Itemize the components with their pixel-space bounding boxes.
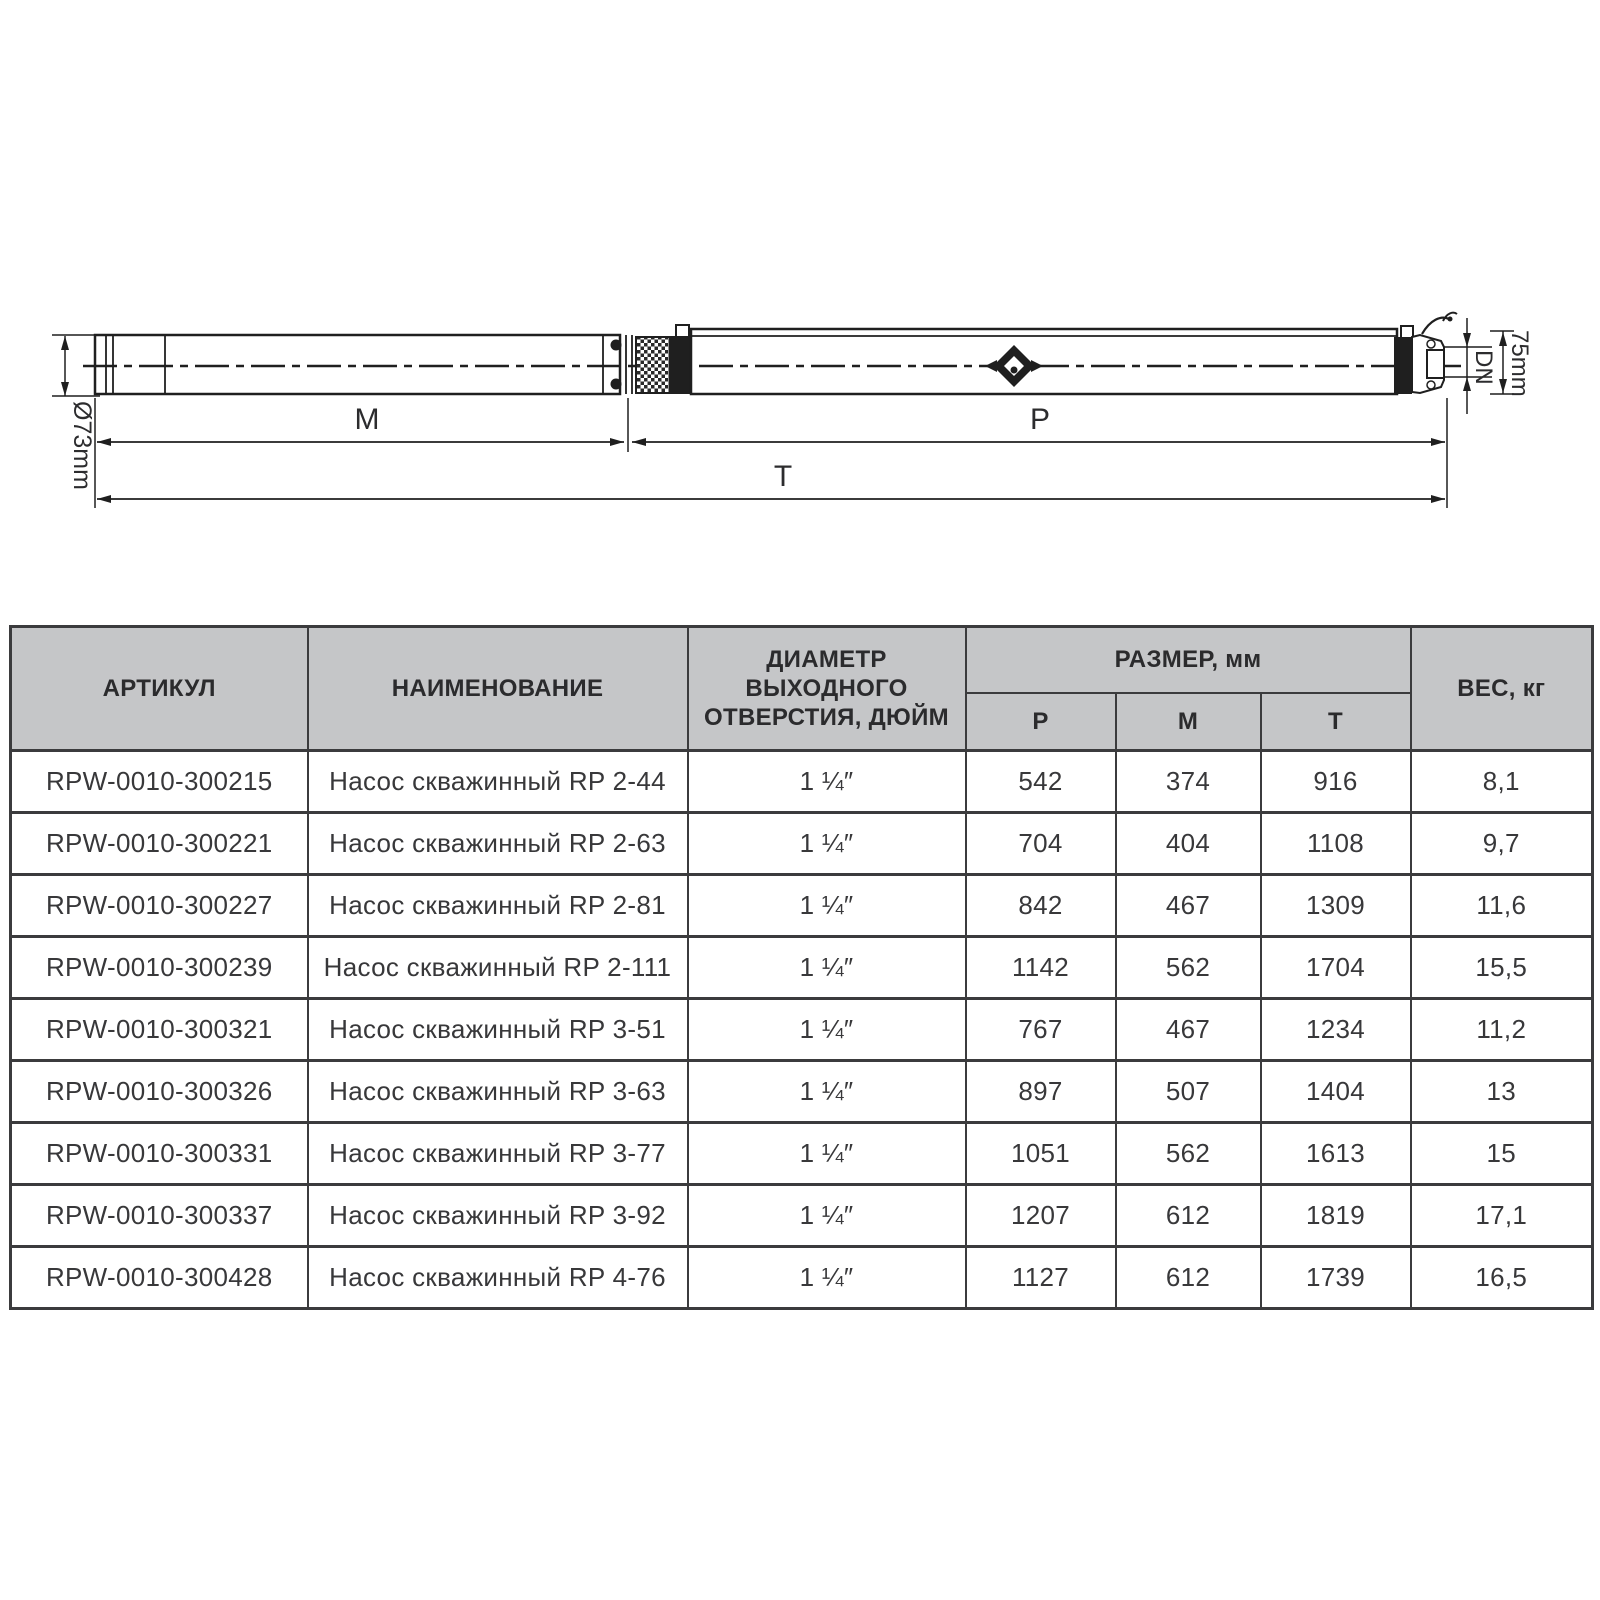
cell-name: Насос скважинный RP 3-77 <box>308 1123 688 1185</box>
cell-article: RPW-0010-300227 <box>11 875 308 937</box>
cell-diameter: 1 ¼″ <box>688 999 966 1061</box>
header-row-1 <box>11 627 1593 694</box>
left-band <box>671 336 691 394</box>
cell-t: 1819 <box>1261 1185 1411 1247</box>
table-row <box>11 751 1593 813</box>
cell-m: 562 <box>1116 937 1261 999</box>
cell-article: RPW-0010-300215 <box>11 751 308 813</box>
cell-t: 1234 <box>1261 999 1411 1061</box>
cell-p: 1051 <box>966 1123 1116 1185</box>
pump-dimension-drawing <box>0 0 1600 580</box>
pump-section <box>691 329 1397 394</box>
cell-diameter: 1 ¼″ <box>688 875 966 937</box>
cell-article: RPW-0010-300321 <box>11 999 308 1061</box>
label-outlet-dn: DN <box>1470 350 1497 385</box>
cell-m: 404 <box>1116 813 1261 875</box>
cell-p: 1207 <box>966 1185 1116 1247</box>
cell-m: 507 <box>1116 1061 1261 1123</box>
cell-p: 542 <box>966 751 1116 813</box>
cell-weight: 17,1 <box>1411 1185 1593 1247</box>
cable-guard-wire <box>1422 313 1457 334</box>
cell-name: Насос скважинный RP 2-81 <box>308 875 688 937</box>
cell-article: RPW-0010-300331 <box>11 1123 308 1185</box>
col-header-weight: ВЕС, кг <box>1411 627 1593 751</box>
cell-weight: 13 <box>1411 1061 1593 1123</box>
cell-weight: 15 <box>1411 1123 1593 1185</box>
cell-m: 562 <box>1116 1123 1261 1185</box>
cell-diameter: 1 ¼″ <box>688 751 966 813</box>
col-header-m: M <box>1116 693 1261 751</box>
col-header-outlet-diameter: ДИАМЕТР ВЫХОДНОГО ОТВЕРСТИЯ, ДЮЙМ <box>688 627 966 751</box>
cell-article: RPW-0010-300428 <box>11 1247 308 1309</box>
discharge-head <box>1412 335 1444 393</box>
cell-m: 467 <box>1116 875 1261 937</box>
cell-weight: 8,1 <box>1411 751 1593 813</box>
left-cable-clip <box>676 325 689 337</box>
cell-weight: 15,5 <box>1411 937 1593 999</box>
cell-p: 767 <box>966 999 1116 1061</box>
cell-name: Насос скважинный RP 3-63 <box>308 1061 688 1123</box>
cell-m: 612 <box>1116 1247 1261 1309</box>
cell-diameter: 1 ¼″ <box>688 1123 966 1185</box>
cell-t: 1704 <box>1261 937 1411 999</box>
cell-article: RPW-0010-300337 <box>11 1185 308 1247</box>
cell-weight: 9,7 <box>1411 813 1593 875</box>
label-outlet-height: 75mm <box>1506 330 1533 397</box>
cell-t: 1404 <box>1261 1061 1411 1123</box>
cell-p: 897 <box>966 1061 1116 1123</box>
cell-name: Насос скважинный RP 4-76 <box>308 1247 688 1309</box>
suction-strainer <box>636 337 670 393</box>
cell-article: RPW-0010-300326 <box>11 1061 308 1123</box>
cell-p: 704 <box>966 813 1116 875</box>
cell-name: Насос скважинный RP 2-111 <box>308 937 688 999</box>
flange-bolt-bottom <box>611 379 622 390</box>
spec-table <box>9 625 1594 1310</box>
cell-diameter: 1 ¼″ <box>688 1247 966 1309</box>
cell-t: 1108 <box>1261 813 1411 875</box>
flange-bolt-top <box>611 340 622 351</box>
right-band <box>1394 337 1412 394</box>
cell-article: RPW-0010-300239 <box>11 937 308 999</box>
col-header-t: T <box>1261 693 1411 751</box>
cell-article: RPW-0010-300221 <box>11 813 308 875</box>
label-pump-length: P <box>1029 403 1051 436</box>
label-body-diameter: Ø73mm <box>68 401 96 490</box>
cell-m: 374 <box>1116 751 1261 813</box>
cell-m: 467 <box>1116 999 1261 1061</box>
table-row <box>11 1123 1593 1185</box>
label-motor-length: M <box>354 403 380 436</box>
cell-p: 842 <box>966 875 1116 937</box>
table-row <box>11 1247 1593 1309</box>
table-row <box>11 875 1593 937</box>
cell-weight: 16,5 <box>1411 1247 1593 1309</box>
cell-t: 916 <box>1261 751 1411 813</box>
cell-weight: 11,6 <box>1411 875 1593 937</box>
col-header-p: P <box>966 693 1116 751</box>
cell-diameter: 1 ¼″ <box>688 1061 966 1123</box>
cell-name: Насос скважинный RP 3-92 <box>308 1185 688 1247</box>
cell-diameter: 1 ¼″ <box>688 1185 966 1247</box>
cell-name: Насос скважинный RP 2-44 <box>308 751 688 813</box>
cell-t: 1309 <box>1261 875 1411 937</box>
col-header-name: НАИМЕНОВАНИЕ <box>308 627 688 751</box>
cable-clamp-symbol <box>985 345 1043 387</box>
cell-diameter: 1 ¼″ <box>688 937 966 999</box>
cell-p: 1127 <box>966 1247 1116 1309</box>
cell-t: 1613 <box>1261 1123 1411 1185</box>
table-row <box>11 1061 1593 1123</box>
table-row <box>11 1185 1593 1247</box>
cell-name: Насос скважинный RP 2-63 <box>308 813 688 875</box>
cell-m: 612 <box>1116 1185 1261 1247</box>
cell-weight: 11,2 <box>1411 999 1593 1061</box>
label-total-length: T <box>773 460 793 493</box>
cell-p: 1142 <box>966 937 1116 999</box>
table-row <box>11 813 1593 875</box>
dimension-lines <box>97 442 1445 499</box>
col-header-size-group: РАЗМЕР, мм <box>966 627 1411 694</box>
cell-name: Насос скважинный RP 3-51 <box>308 999 688 1061</box>
table-row <box>11 937 1593 999</box>
cell-diameter: 1 ¼″ <box>688 813 966 875</box>
motor-section <box>95 335 632 394</box>
cell-t: 1739 <box>1261 1247 1411 1309</box>
table-row <box>11 999 1593 1061</box>
col-header-article: АРТИКУЛ <box>11 627 308 751</box>
